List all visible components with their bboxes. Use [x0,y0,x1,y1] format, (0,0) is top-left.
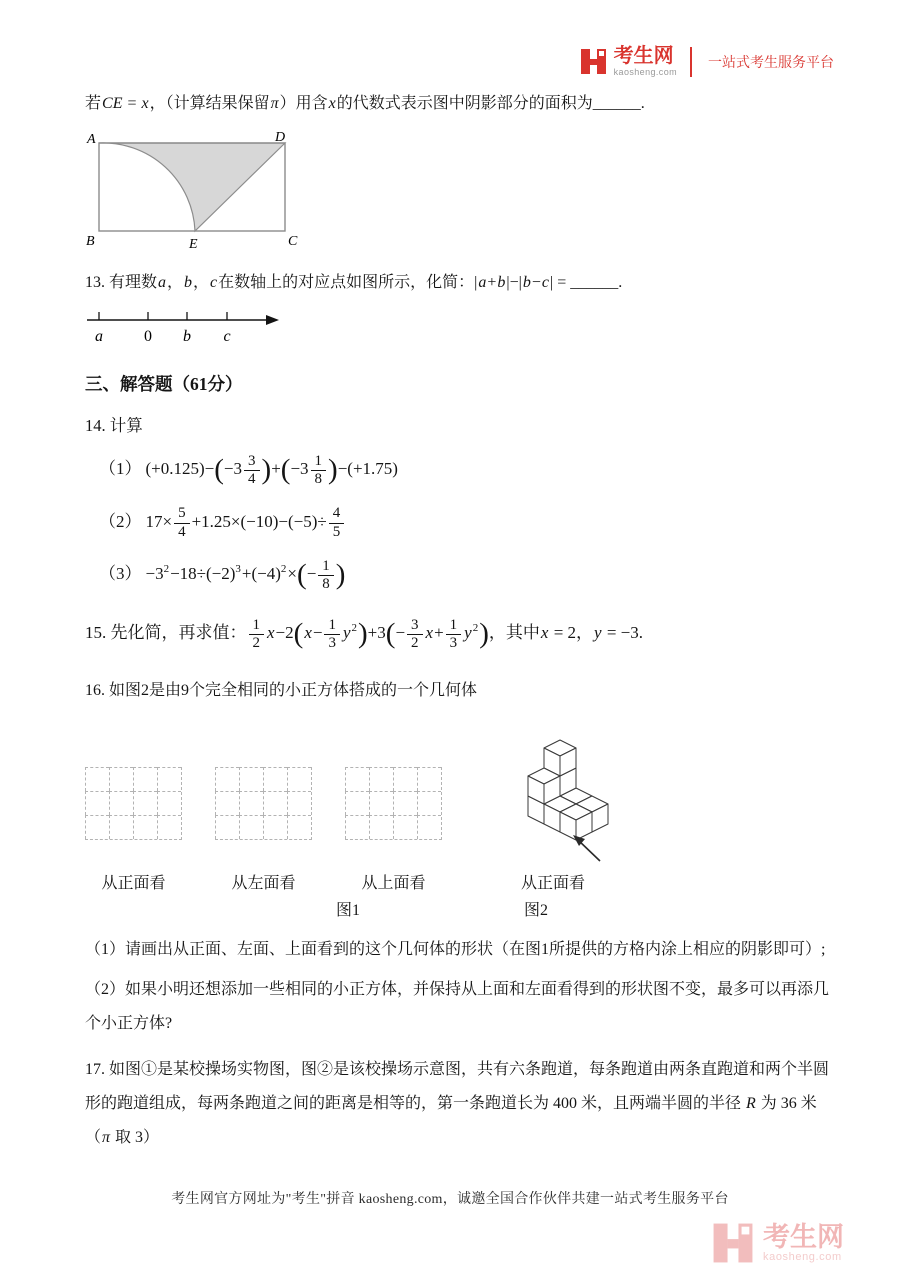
exam-content [85,87,840,1155]
kaosheng-watermark[interactable] [712,1222,844,1264]
vertex-label-E: E [189,236,198,252]
watermark-domain: kaosheng.com [763,1251,842,1264]
numberline-label-c: c [223,327,231,345]
q16-part2: （2）如果小明还想添加一些相同的小正方体，并保持从上面和左面看得到的形状图不变，最多可以再添几个小正方体? [85,980,830,1032]
q12-text: 若CE = x，（计算结果保留π）用含x的代数式表示图中阴影部分的面积为______. [85,95,645,112]
cube-stack-figure [478,720,628,870]
kaosheng-logo[interactable] [580,46,834,77]
figure1-caption: 图1 [335,902,361,920]
front-view-grid [85,767,182,840]
section-title: 三、解答题（61分） [85,373,243,394]
q15-text: 15. 先化简，再求值： $\frac{1}{2}$ x−2(x− $\frac{1}{3}$ $y^2)+3(-$ $\frac{3}{2}$ x+ $\frac{1}{3}$ $y^2$)，其中x = 2，y = −3. [85,616,644,651]
brand-tagline: 一站式考生服务平台 [708,53,834,70]
q14-item-2 [99,505,840,541]
brand-name: 考生网 [613,45,674,67]
vertex-label-B: B [86,233,95,249]
watermark-logo-icon [712,1222,754,1264]
brand-domain: kaosheng.com [613,67,677,77]
numberline-label-a: a [95,327,103,345]
site-header [85,46,840,77]
item-number: （1） [99,459,142,479]
q17-text: 17. 如图①是某校操场实物图，图②是该校操场示意图，共有六条跑道，每条跑道由两条直跑道和两个半圆形的跑道组成，每两条跑道之间的距离是相等的，第一条跑道长为 400 米，且两端半圆的半径 R 为 36 米（π 取 3） [85,1060,830,1146]
numberline-label-b: b [183,327,191,345]
q14-formula-1: (+0.125)−(−3 $\frac{3}{4}$ )+(−3 $\frac{1}{8}$ )−(+1.75) [145,452,398,488]
left-view-grid [215,767,312,840]
left-view-label: 从左面看 [231,875,296,893]
numberline-label-0: 0 [144,327,152,345]
vertex-label-D: D [275,130,286,145]
vertex-label-C: C [288,233,298,249]
cube-front-view-label: 从正面看 [520,875,585,893]
logo-text [614,46,677,77]
q14-formula-3: $-3^2-18\div(-2)^3+(-4)^2\times(-$ $\frac{1}{8}$ ) [145,557,346,593]
figure-captions [85,897,840,927]
top-view-label: 从上面看 [361,875,426,893]
q14-item-1 [99,453,840,489]
q12-figure [85,131,840,262]
front-view-grid-column [85,767,182,893]
q14-formula-2: 17× $\frac{5}{4}$ +1.25×(−10)−(−5)÷ $\frac{4}{5}$ [146,512,347,531]
cube-figure-column [478,720,628,893]
q16-part1: （1）请画出从正面、左面、上面看到的这个几何体的形状（在图1所提供的方格内涂上相应的阴影即可）; [85,941,826,959]
watermark-brand: 考生网 [763,1221,844,1252]
vertex-label-A: A [87,131,96,147]
kaosheng-logo-icon [580,48,607,75]
q13-text: 13. 有理数a，b，c在数轴上的对应点如图所示，化简：|a+b|−|b−c| = ______. [85,273,623,291]
top-view-grid [345,767,442,840]
q16-intro: 16. 如图2是由9个完全相同的小正方体搭成的一个几何体 [85,682,478,700]
header-divider [690,47,692,77]
front-view-label: 从正面看 [101,875,166,893]
q16-figure [85,720,840,927]
figure2-caption: 图2 [523,902,549,920]
item-number: （2） [99,511,142,531]
q13-figure [85,304,840,353]
page-footer: 考生网官方网址为"考生"拼音 kaosheng.com，诚邀全国合作伙伴共建一站式考生服务平台 [171,1192,729,1207]
rectangle-shaded-figure [85,131,307,257]
top-view-grid-column [345,767,442,893]
q14-item-3 [99,558,840,594]
number-line [85,304,281,348]
left-view-grid-column [215,767,312,893]
q14-label: 14. 计算 [85,415,143,435]
item-number: （3） [99,564,142,584]
